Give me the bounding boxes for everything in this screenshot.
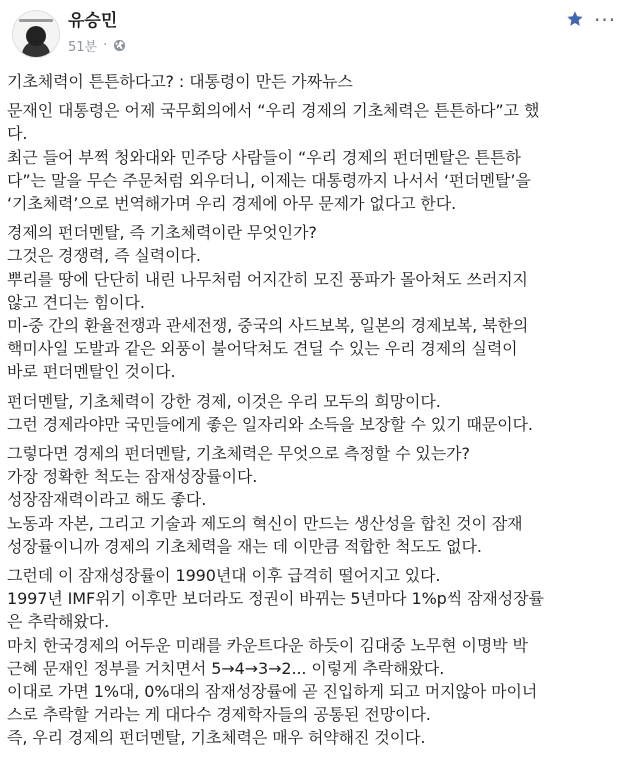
post-text [7,70,611,750]
text-line: 성장률이니까 경제의 기초체력을 재는 데 이만큼 적합한 척도도 없다. [7,536,482,556]
avatar-caption-strip [19,19,53,22]
text-line: 성장잠재력이라고 해도 좋다. [7,490,207,510]
text-line: 이대로 가면 1%대, 0%대의 잠재성장률에 곧 진입하게 되고 머지않아 마이너 [7,682,538,702]
text-line: 기초체력이 튼튼하다고? : 대통령이 만든 가짜뉴스 [7,72,353,91]
star-icon[interactable] [566,10,584,28]
text-line: 그것은 경쟁력, 즉 실력이다. [7,246,201,266]
post-timestamp[interactable]: 51분 [68,40,98,55]
paragraph-4 [7,442,611,558]
text-line: 바로 펀더멘탈인 것이다. [7,362,176,382]
text-line: 은 추락해왔다. [7,612,110,632]
text-line: 1997년 IMF위기 이후만 보더라도 정권이 바뀌는 5년마다 1%p씩 잠재성장률 [7,589,544,609]
text-line: 최근 들어 부쩍 청와대와 민주당 사람들이 “우리 경제의 펀더멘탈은 튼튼하 [7,147,521,167]
globe-icon[interactable] [113,39,126,52]
text-line: 그런 경제라야만 국민들에게 좋은 일자리와 소득을 보장할 수 있기 때문이다. [7,414,533,434]
text-line: 그렇다면 경제의 펀더멘탈, 기초체력은 무엇으로 측정할 수 있는가? [7,444,470,464]
more-options-icon[interactable]: ··· [594,8,617,32]
paragraph-2 [7,221,611,383]
paragraph-1 [7,99,611,215]
text-line: ‘기초체력’으로 번역해가며 우리 경제에 아무 문제가 없다고 한다. [7,194,457,214]
post-header [0,0,617,72]
text-line: 근혜 문재인 정부를 거치면서 5→4→3→2... 이렇게 추락해왔다. [7,658,445,678]
text-line: 펀더멘탈, 기초체력이 강한 경제, 이것은 우리 모두의 희망이다. [7,391,441,411]
text-line: 문재인 대통령은 어제 국무회의에서 “우리 경제의 기초체력은 튼튼하다”고 했 [7,101,540,121]
paragraph-3 [7,390,611,436]
text-line: 않고 견디는 힘이다. [7,292,145,312]
text-line: 경제의 펀더멘탈, 즉 기초체력이란 무엇인가? [7,223,317,243]
text-line: 다”는 말을 무슨 주문처럼 외우더니, 이제는 대통령까지 나서서 ‘펀더멘탈’을 [7,170,531,190]
avatar-face [26,26,46,46]
text-line: 스로 추락할 거라는 게 대다수 경제학자들의 공통된 전망이다. [7,705,431,725]
text-line: 다. [7,124,28,144]
post-meta [68,36,126,55]
text-line: 즉, 우리 경제의 펀더멘탈, 기초체력은 매우 허약해진 것이다. [7,728,426,748]
paragraph-title [7,70,611,93]
text-line: 가장 정확한 척도는 잠재성장률이다. [7,467,258,487]
text-line: 핵미사일 도발과 같은 외풍이 불어닥쳐도 견딜 수 있는 우리 경제의 실력이 [7,339,518,359]
text-line: 노동과 자본, 그리고 기술과 제도의 혁신이 만드는 생산성을 합친 것이 잠재 [7,513,523,533]
text-line: 그런데 이 잠재성장률이 1990년대 이후 급격히 떨어지고 있다. [7,566,441,586]
paragraph-5 [7,564,611,750]
author-name[interactable]: 유승민 [68,11,118,31]
text-line: 뿌리를 땅에 단단히 내린 나무처럼 어지간히 모진 풍파가 몰아쳐도 쓰러지지 [7,269,528,289]
meta-separator: · [103,38,108,53]
text-line: 마치 한국경제의 어두운 미래를 카운트다운 하듯이 김대중 노무현 이명박 박 [7,635,528,655]
avatar[interactable] [12,10,60,58]
text-line: 미-중 간의 환율전쟁과 관세전쟁, 중국의 사드보복, 일본의 경제보복, 북한의 [7,316,529,336]
